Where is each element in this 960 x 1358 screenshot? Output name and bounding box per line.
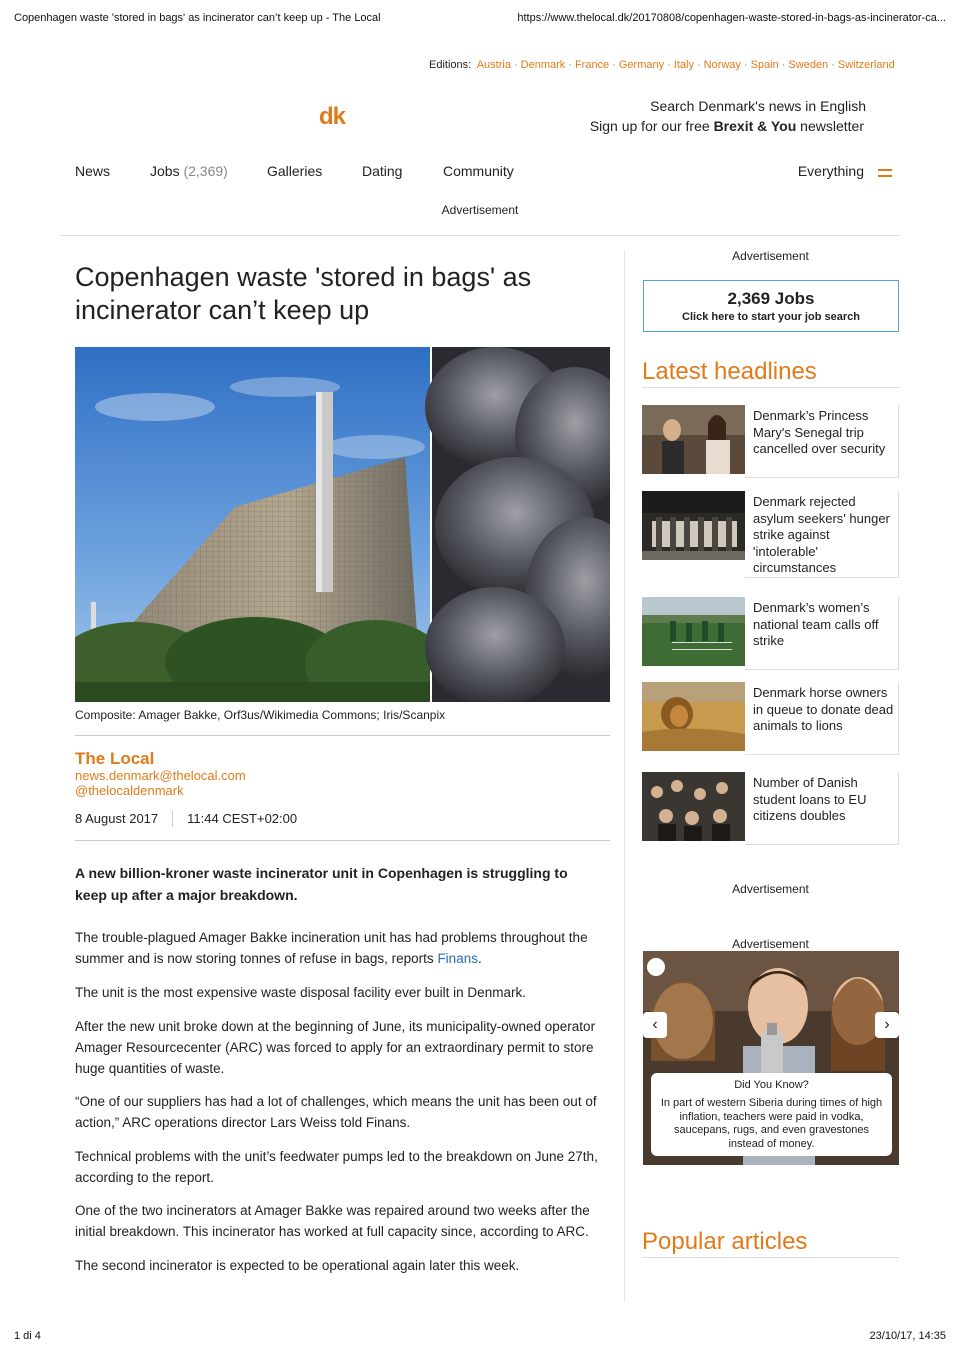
headline-thumbnail — [642, 405, 745, 474]
hero-composite-photo — [75, 347, 610, 702]
nav-jobs-count: (2,369) — [183, 163, 228, 179]
editions-label: Editions: — [429, 59, 472, 71]
carousel-next-button[interactable]: › — [875, 1012, 899, 1038]
p1-text: The trouble-plagued Amager Bakke incineration unit has had problems throughout the summer and is now storing tonnes of refuse in bags, reports — [75, 930, 588, 966]
article-dateline — [75, 811, 297, 827]
nav-jobs[interactable] — [150, 163, 228, 179]
article-paragraph-5: Technical problems with the unit’s feedwater pumps led to the breakdown on June 27th, according to the report. — [75, 1149, 598, 1185]
nav-everything[interactable]: Everything — [797, 163, 864, 179]
main-nav — [75, 163, 900, 183]
latest-headlines-heading: Latest headlines — [642, 358, 899, 388]
print-url: https://www.thelocal.dk/20170808/copenhagen-waste-stored-in-bags-as-incinerator-ca... — [517, 12, 946, 24]
headline-item[interactable] — [642, 405, 899, 474]
ad-label-top: Advertisement — [441, 203, 519, 217]
newsletter-name: Brexit & You — [713, 118, 797, 134]
headline-title: Denmark’s women’s national team calls off strike — [745, 597, 899, 670]
newsletter-signup[interactable] — [590, 118, 864, 134]
popular-articles-heading: Popular articles — [642, 1228, 899, 1258]
print-page-number: 1 di 4 — [14, 1330, 41, 1342]
carousel-prev-button[interactable]: ‹ — [643, 1012, 667, 1038]
byline-top-rule — [75, 735, 610, 736]
edition-link-denmark[interactable]: Denmark — [520, 59, 566, 71]
edition-link-spain[interactable]: Spain — [750, 59, 779, 71]
jobs-cta: Click here to start your job search — [682, 311, 860, 323]
headline-item[interactable] — [642, 597, 899, 666]
article-date: 8 August 2017 — [75, 811, 159, 826]
edition-link-italy[interactable]: Italy — [673, 59, 694, 71]
sidebar-ad-label-2: Advertisement — [732, 882, 809, 896]
edition-link-norway[interactable]: Norway — [703, 59, 741, 71]
article-title: Copenhagen waste 'stored in bags' as incinerator can’t keep up — [75, 262, 532, 325]
headline-item[interactable] — [642, 491, 899, 575]
edition-link-switzerland[interactable]: Switzerland — [837, 59, 895, 71]
edition-link-austria[interactable]: Austria — [476, 59, 511, 71]
sidebar-ad-label-1: Advertisement — [732, 249, 809, 263]
article-lede: A new billion-kroner waste incinerator unit in Copenhagen is struggling to keep up after a major breakdown. — [75, 865, 568, 903]
header-divider — [61, 235, 900, 236]
author-name[interactable]: The Local — [75, 749, 155, 768]
nav-community[interactable]: Community — [443, 163, 514, 179]
headline-item[interactable] — [642, 772, 899, 841]
edition-link-germany[interactable]: Germany — [618, 59, 665, 71]
headline-item[interactable] — [642, 682, 899, 751]
headline-thumbnail — [642, 491, 745, 560]
headline-title: Denmark horse owners in queue to donate dead animals to lions — [745, 682, 899, 755]
did-you-know-title: Did You Know? — [734, 1079, 809, 1091]
did-you-know-card — [651, 1073, 892, 1156]
newsletter-post: newsletter — [796, 118, 864, 134]
image-caption: Composite: Amager Bakke, Orf3us/Wikimedia Commons; Iris/Scanpix — [75, 708, 446, 722]
editions-bar: Editions: Austria · Denmark · France · Germany · Italy · Norway · Spain · Sweden · Switzerland — [429, 59, 895, 71]
article-paragraph-4: “One of our suppliers has had a lot of challenges, which means the unit has been out of action,” ARC operations director Lars Weiss told Finans. — [75, 1094, 597, 1130]
p1-end: . — [477, 951, 482, 966]
article-paragraph-1 — [75, 927, 610, 969]
nav-dating[interactable]: Dating — [362, 163, 403, 179]
print-timestamp: 23/10/17, 14:35 — [869, 1330, 946, 1342]
article-paragraph-7: The second incinerator is expected to be operational again later this week. — [75, 1258, 520, 1273]
hamburger-menu-icon[interactable] — [878, 169, 892, 177]
nav-jobs-label: Jobs — [150, 163, 180, 179]
jobs-search-box[interactable] — [643, 280, 899, 332]
did-you-know-text: In part of western Siberia during times of high inflation, teachers were paid in vodka, saucepans, rugs, and even gravestones instead of money. — [660, 1097, 883, 1150]
jobs-count: 2,369 Jobs — [727, 289, 815, 308]
headline-title: Denmark’s Princess Mary's Senegal trip cancelled over security — [745, 405, 899, 478]
headline-title: Number of Danish student loans to EU citizens doubles — [745, 772, 899, 845]
headline-thumbnail — [642, 772, 745, 841]
headline-title: Denmark rejected asylum seekers' hunger strike against 'intolerable' circumstances — [745, 491, 899, 578]
dateline-separator — [172, 811, 173, 827]
print-header — [14, 12, 946, 24]
article-paragraph-6: One of the two incinerators at Amager Bakke was repaired around two weeks after the initial breakdown. This incinerator has worked at full capacity since, according to ARC. — [75, 1203, 590, 1239]
article-time: 11:44 CEST+02:00 — [187, 811, 298, 826]
newsletter-pre: Sign up for our free — [589, 118, 714, 134]
article-paragraph-3: After the new unit broke down at the beginning of June, its municipality-owned operator Amager Resourcecenter (ARC) was forced to apply for an extraordinary permit to store huge quantities of waste. — [75, 1019, 596, 1076]
site-logo[interactable]: dk — [319, 103, 346, 130]
finans-link[interactable]: Finans — [437, 951, 478, 966]
edition-link-france[interactable]: France — [574, 59, 610, 71]
author-email-link[interactable]: news.denmark@thelocal.com — [75, 768, 246, 783]
print-footer — [14, 1330, 946, 1342]
print-title: Copenhagen waste 'stored in bags' as incinerator can’t keep up - The Local — [14, 12, 381, 24]
hero-image — [75, 347, 610, 702]
column-divider — [624, 250, 625, 1302]
article-paragraph-2: The unit is the most expensive waste disposal facility ever built in Denmark. — [75, 985, 526, 1000]
nav-news[interactable]: News — [75, 163, 111, 179]
headline-thumbnail — [642, 682, 745, 751]
did-you-know-carousel[interactable] — [643, 951, 899, 1165]
headline-thumbnail — [642, 597, 745, 666]
sidebar-ad-label-3: Advertisement — [732, 937, 809, 951]
edition-link-sweden[interactable]: Sweden — [788, 59, 829, 71]
nav-galleries[interactable]: Galleries — [267, 163, 323, 179]
byline-bottom-rule — [75, 840, 610, 841]
search-link[interactable]: Search Denmark's news in English — [650, 98, 866, 114]
author-twitter-link[interactable]: @thelocaldenmark — [75, 783, 184, 798]
